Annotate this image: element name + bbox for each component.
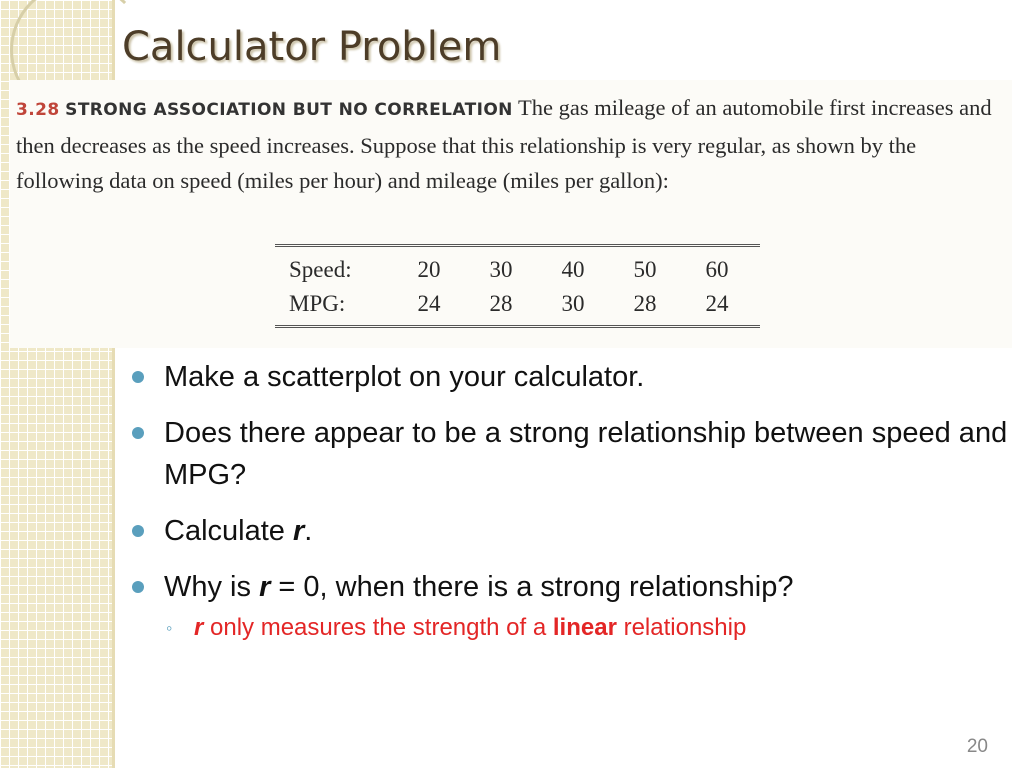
table-row-mpg	[275, 287, 760, 321]
bullet-item	[132, 566, 1012, 644]
bullet-icon	[132, 371, 144, 383]
bullet-text: Calculate	[164, 515, 293, 547]
r-symbol: r	[292, 515, 305, 547]
sub-bullet-item	[164, 612, 1012, 644]
table-cell: 50	[633, 257, 657, 282]
textbook-excerpt	[10, 80, 1012, 348]
bullet-text-end: = 0, when there is a strong relationship?	[270, 571, 794, 603]
sub-bullet-text: only measures the strength of a	[203, 614, 553, 641]
bullet-item	[132, 356, 1012, 398]
table-cell: 20	[417, 257, 441, 282]
sub-bullet-icon: ◦	[166, 618, 173, 638]
row-label: Speed:	[289, 257, 352, 282]
bullet-item	[132, 412, 1012, 496]
exercise-body: The gas mileage of an automobile first increases and then decreases as the speed increases. Suppose that this relationship is very regular, as shown by the following data on speed (miles per hour) and mileage (miles per gallon):	[16, 95, 992, 193]
r-symbol: r	[259, 571, 271, 603]
linear-emphasis: linear	[552, 614, 617, 641]
table-cell: 28	[633, 291, 657, 316]
table-cell: 30	[561, 291, 585, 316]
bullet-text: Make a scatterplot on your calculator.	[164, 361, 645, 393]
speed-mpg-table	[275, 244, 760, 328]
bullet-icon	[132, 525, 144, 537]
table-cell: 24	[705, 291, 729, 316]
slide-title: Calculator Problem	[122, 24, 502, 70]
table-cell: 28	[489, 291, 513, 316]
table-cell: 60	[705, 257, 729, 282]
bullet-text: Does there appear to be a strong relationship between speed and MPG?	[164, 417, 1008, 491]
exercise-number: 3.28	[16, 100, 60, 120]
page-number: 20	[966, 736, 988, 757]
table-row-speed	[275, 253, 760, 287]
bullet-list	[132, 356, 1012, 658]
bullet-text-end: .	[304, 515, 313, 547]
sub-bullet-list	[164, 612, 1012, 644]
table-cell: 40	[561, 257, 585, 282]
r-symbol: r	[194, 614, 204, 641]
exercise-heading: STRONG ASSOCIATION BUT NO CORRELATION	[65, 100, 513, 120]
sub-bullet-text-end: relationship	[616, 614, 747, 641]
bullet-text: Why is	[164, 571, 260, 603]
bullet-icon	[132, 427, 144, 439]
bullet-item	[132, 510, 1012, 552]
excerpt-paragraph	[16, 90, 1004, 198]
bullet-icon	[132, 581, 144, 593]
table-cell: 30	[489, 257, 513, 282]
row-label: MPG:	[289, 291, 346, 316]
table-cell: 24	[417, 291, 441, 316]
